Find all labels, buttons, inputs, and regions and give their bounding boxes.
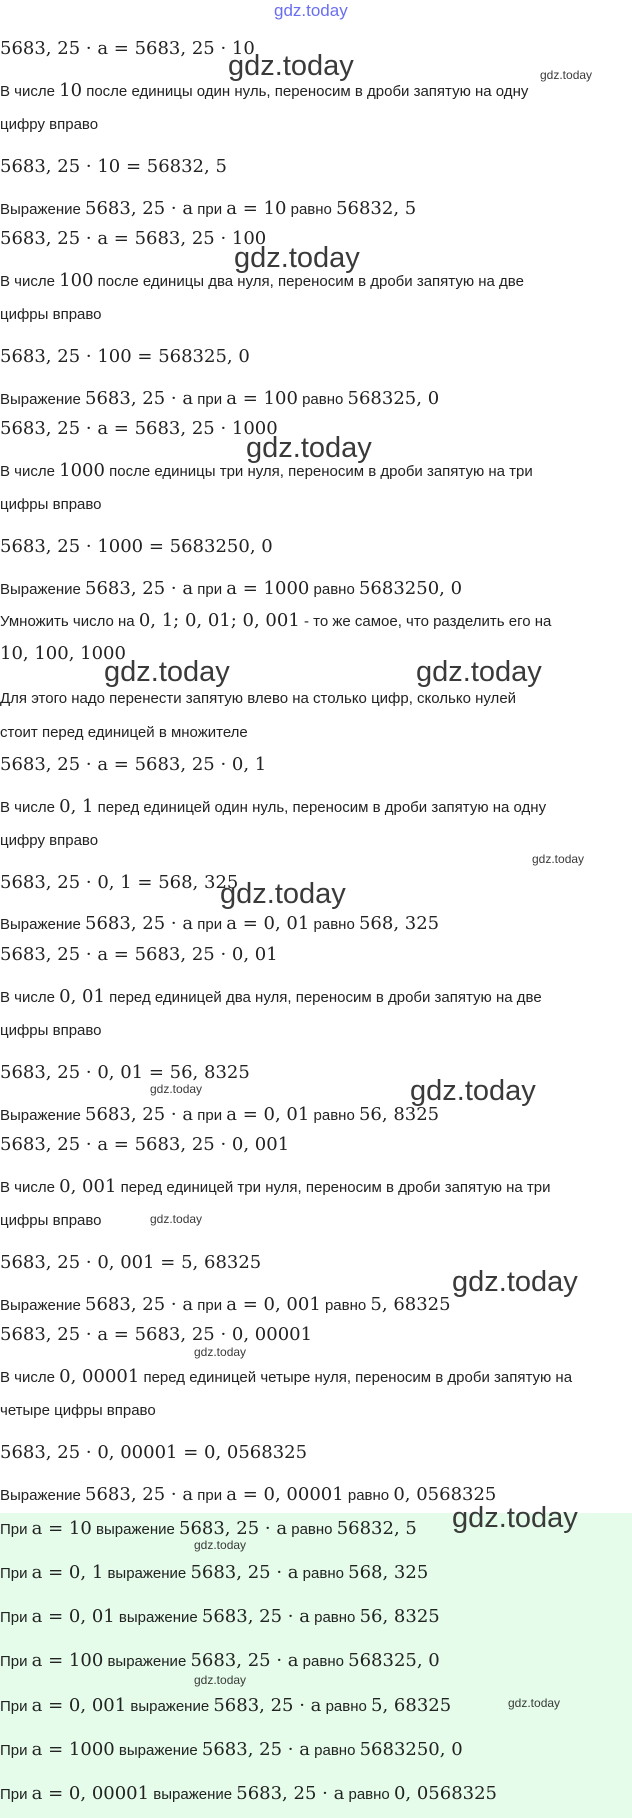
math-expression: 5683, 25 · a [85,913,194,934]
math-expression: 568325, 0 [348,1650,440,1671]
math-expression: 5683, 25 · a [236,1783,345,1804]
math-expression: 0, 01 [59,986,105,1007]
text-segment: цифры вправо [0,1022,102,1039]
text-segment: равно [321,1698,372,1715]
math-expression: 5683, 25 · a [213,1695,322,1716]
math-expression: 5683, 25 · a = 5683, 25 · 1000 [0,418,278,439]
math-expression: 5683, 25 · a = 5683, 25 · 0, 01 [0,944,278,965]
content-line [0,116,98,134]
math-expression: 5683, 25 · a [85,1484,194,1505]
text-segment: В числе [0,463,60,480]
content-line [0,420,278,439]
text-segment: перед единицей четыре нуля, переносим в дроби запятую на [139,1369,573,1386]
text-segment: Выражение [0,1297,86,1314]
text-segment: равно [344,1786,394,1803]
watermark: gdz.today [194,1345,247,1359]
watermark: gdz.today [228,50,354,82]
text-segment: при [193,391,227,408]
text-segment: после единицы два нуля, переносим в дроби запятую на две [93,273,524,290]
watermark: gdz.today [508,1696,561,1710]
content-line [0,832,98,850]
math-expression: 10, 100, 1000 [0,643,126,664]
text-segment: цифры вправо [0,1212,102,1229]
text-segment: Для этого надо перенести запятую влево на столько цифр, сколько нулей [0,690,517,707]
math-expression: 0, 1 [59,796,94,817]
text-segment: перед единицей один нуль, переносим в дроби запятую на одну [93,799,547,816]
text-segment: В числе [0,1369,60,1386]
text-segment: цифру вправо [0,116,99,133]
text-segment: выражение [103,1653,191,1670]
text-segment: равно [309,581,359,598]
math-expression: a = 1000 [31,1739,115,1760]
content-line [0,40,255,59]
content-line [0,1106,439,1125]
math-expression: 5683, 25 · 0, 001 = 5, 68325 [0,1252,262,1273]
text-segment: При [0,1653,32,1670]
math-expression: 56832, 5 [336,1518,417,1539]
math-expression: 5683, 25 · a [201,1606,310,1627]
content-line [0,690,516,708]
text-segment: при [193,1107,227,1124]
text-segment: выражение [126,1698,214,1715]
math-expression: 5683, 25 · a [85,1104,194,1125]
text-segment: выражение [149,1786,237,1803]
content-line [0,988,542,1007]
math-expression: a = 1000 [226,578,310,599]
watermark: gdz.today [540,68,593,82]
math-expression: a = 100 [226,388,298,409]
text-segment: выражение [91,1521,179,1538]
answer-line [0,1520,417,1539]
text-segment: При [0,1786,32,1803]
content-line [0,1064,250,1083]
math-expression: a = 10 [226,198,287,219]
text-segment: перед единицей два нуля, переносим в дроби запятую на две [104,989,542,1006]
text-segment: В числе [0,83,60,100]
text-segment: В числе [0,799,60,816]
math-expression: 5683, 25 · a = 5683, 25 · 100 [0,228,267,249]
text-segment: цифры вправо [0,306,102,323]
math-expression: 568325, 0 [347,388,440,409]
math-expression: 5683250, 0 [358,578,463,599]
math-expression: a = 0, 01 [226,1104,310,1125]
math-expression: a = 0, 001 [226,1294,321,1315]
math-expression: 5, 68325 [371,1695,452,1716]
text-segment: выражение [114,1742,202,1759]
math-expression: a = 0, 01 [31,1606,115,1627]
math-expression: 100 [59,270,94,291]
math-expression: 5683, 25 · a [85,578,194,599]
content-line [0,1178,551,1197]
text-segment: В числе [0,273,60,290]
text-segment: равно [286,201,337,218]
math-expression: 5683, 25 · a = 5683, 25 · 10 [0,38,255,59]
content-line [0,200,416,219]
text-segment: Умножить число на [0,613,139,630]
math-expression: a = 0, 1 [31,1562,104,1583]
text-segment: При [0,1609,32,1626]
watermark: gdz.today [246,432,372,464]
answer-line [0,1741,463,1760]
content-line [0,1444,307,1463]
content-line [0,306,102,324]
math-expression: 5683, 25 · a [85,388,194,409]
text-segment: равно [309,916,359,933]
site-logo: gdz.today [274,1,348,20]
watermark: gdz.today [452,1266,578,1298]
math-expression: 0, 00001 [59,1366,140,1387]
text-segment: перед единицей три нуля, переносим в дроби запятую на три [116,1179,551,1196]
math-expression: 5683, 25 · 10 = 56832, 5 [0,156,227,177]
answer-line [0,1652,440,1671]
answer-line [0,1564,428,1583]
watermark: gdz.today [150,1082,203,1096]
math-expression: a = 100 [31,1650,104,1671]
math-expression: 56832, 5 [336,198,417,219]
text-segment: четыре цифры вправо [0,1402,156,1419]
content-line [0,1022,102,1040]
content-line [0,580,462,599]
text-segment: после единицы один нуль, переносим в дроби запятую на одну [82,83,529,100]
watermark: gdz.today [194,1673,247,1687]
text-segment: равно [309,1742,360,1759]
math-expression: a = 0, 00001 [31,1783,150,1804]
math-expression: 0, 0568325 [393,1783,497,1804]
watermark: gdz.today [194,1538,247,1552]
watermark: gdz.today [234,242,360,274]
math-expression: 0, 0568325 [393,1484,497,1505]
text-segment: При [0,1521,32,1538]
answer-line [0,1697,451,1716]
math-expression: 5683, 25 · a = 5683, 25 · 0, 00001 [0,1324,313,1345]
text-segment: выражение [103,1565,191,1582]
text-segment: Выражение [0,391,86,408]
watermark: gdz.today [150,1212,203,1226]
content-line [0,1368,572,1387]
content-line [0,390,439,409]
content-line [0,348,250,367]
text-segment: Выражение [0,581,86,598]
math-expression: 5683, 25 · 0, 00001 = 0, 0568325 [0,1442,308,1463]
math-expression: 0, 1; 0, 01; 0, 001 [138,610,300,631]
text-segment: при [193,201,227,218]
math-expression: a = 0, 01 [226,913,310,934]
text-segment: после единицы три нуля, переносим в дроби запятую на три [104,463,533,480]
math-expression: 5683250, 0 [359,1739,463,1760]
text-segment: равно [298,1565,349,1582]
text-segment: При [0,1742,32,1759]
text-segment: равно [287,1521,337,1538]
text-segment: В числе [0,989,60,1006]
text-segment: при [193,1297,227,1314]
math-expression: 5683, 25 · a [85,1294,194,1315]
content-line [0,874,238,893]
math-expression: 5683, 25 · a [85,198,194,219]
math-expression: 5683, 25 · a = 5683, 25 · 0, 001 [0,1134,290,1155]
math-expression: a = 0, 00001 [226,1484,344,1505]
math-expression: 568, 325 [358,913,440,934]
math-expression: 5683, 25 · 0, 01 = 56, 8325 [0,1062,250,1083]
text-segment: при [193,916,227,933]
text-segment: цифру вправо [0,832,99,849]
math-expression: 5683, 25 · 100 = 568325, 0 [0,346,250,367]
content-line [0,756,266,775]
text-segment: при [193,581,227,598]
content-line [0,1136,289,1155]
math-expression: 5683, 25 · a = 5683, 25 · 0, 1 [0,754,267,775]
text-segment: стоит перед единицей в множителе [0,724,248,741]
math-expression: 5683, 25 · 0, 1 = 568, 325 [0,872,239,893]
math-expression: 5683, 25 · a [179,1518,288,1539]
text-segment: равно [309,1609,360,1626]
content-line [0,1212,102,1230]
text-segment: Выражение [0,1107,86,1124]
watermark: gdz.today [410,1075,536,1107]
text-segment: Выражение [0,201,86,218]
answer-line [0,1785,497,1804]
text-segment: При [0,1698,32,1715]
math-expression: 10 [59,80,83,101]
text-segment: равно [297,391,348,408]
text-segment: Выражение [0,1487,86,1504]
text-segment: равно [343,1487,394,1504]
content-line [0,82,528,101]
math-expression: 5683, 25 · 1000 = 5683250, 0 [0,536,273,557]
math-expression: 568, 325 [348,1562,429,1583]
content-line [0,1402,156,1420]
content-line [0,158,227,177]
content-line [0,724,248,742]
watermark: gdz.today [532,852,585,866]
text-segment: В числе [0,1179,60,1196]
answer-line [0,1608,440,1627]
watermark: gdz.today [220,878,346,910]
text-segment: При [0,1565,32,1582]
content-line [0,798,546,817]
text-segment: Выражение [0,916,86,933]
content-line [0,230,266,249]
content-line [0,1296,451,1315]
content-line [0,496,102,514]
watermark: gdz.today [416,656,542,688]
watermark: gdz.today [104,656,230,688]
content-line [0,915,439,934]
text-segment: равно [298,1653,349,1670]
math-expression: 0, 001 [59,1176,117,1197]
text-segment: цифры вправо [0,496,102,513]
content-line [0,1254,261,1273]
math-expression: 5683, 25 · a [190,1562,299,1583]
math-expression: 1000 [59,460,105,481]
math-expression: 56, 8325 [358,1104,440,1125]
content-line [0,612,551,631]
math-expression: a = 0, 001 [31,1695,127,1716]
text-segment: равно [320,1297,371,1314]
watermark: gdz.today [452,1502,578,1534]
content-line [0,1326,312,1345]
text-segment: при [193,1487,227,1504]
content-line [0,1486,496,1505]
math-expression: 5, 68325 [370,1294,451,1315]
math-expression: 5683, 25 · a [201,1739,310,1760]
math-expression: a = 10 [31,1518,92,1539]
text-segment: равно [309,1107,359,1124]
text-segment: - то же самое, что разделить его на [299,613,552,630]
text-segment: выражение [114,1609,202,1626]
math-expression: 5683, 25 · a [190,1650,299,1671]
content-line [0,946,278,965]
math-expression: 56, 8325 [359,1606,440,1627]
content-line [0,538,273,557]
